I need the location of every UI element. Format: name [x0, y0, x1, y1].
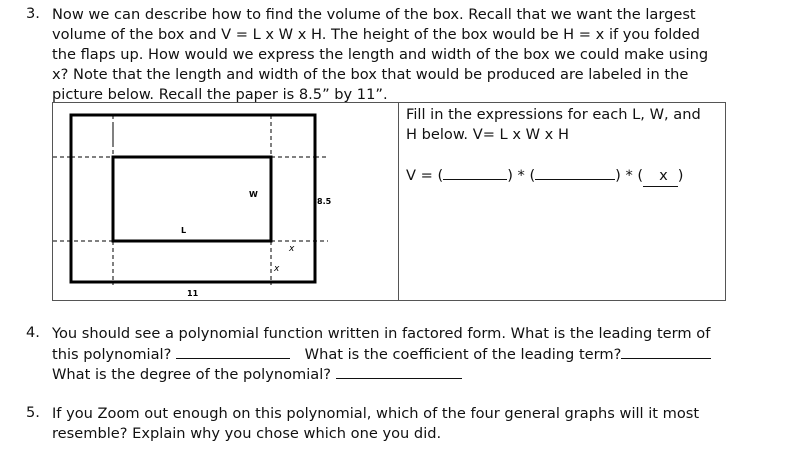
question-4-line-1: You should see a polynomial function written in factored form. What is the leading term of: [52, 325, 711, 342]
coefficient-prompt: What is the coefficient of the leading term?: [304, 346, 622, 363]
fill-instructions-line-2: H below. V= L x W x H: [406, 126, 569, 143]
box-base-outline: [113, 157, 271, 241]
leading-term-prompt: this polynomial?: [52, 346, 172, 363]
eq-end: ): [677, 167, 684, 184]
question-4-line-2: [52, 344, 711, 365]
paper-outline: [71, 115, 315, 282]
label-cut-x-2: x: [274, 264, 280, 274]
blank-length[interactable]: [443, 165, 507, 180]
label-cut-x-1: x: [289, 244, 295, 254]
question-3-number: 3.: [26, 5, 40, 22]
question-4-number: 4.: [26, 324, 40, 341]
question-3-line-3: the flaps up. How would we express the length and width of the box we could make using: [52, 46, 709, 63]
blank-width[interactable]: [535, 165, 615, 180]
question-3-line-4: x? Note that the length and width of the box that would be produced are labeled in the: [52, 66, 689, 83]
label-paper-length: 11: [187, 289, 199, 298]
eq-mid-1: ) * (: [507, 167, 536, 184]
box-diagram: [53, 103, 398, 300]
figure-table: [52, 102, 726, 301]
eq-mid-2: ) * (: [615, 167, 644, 184]
question-3-line-5: picture below. Recall the paper is 8.5” by 11”.: [52, 86, 388, 103]
label-length: L: [181, 226, 187, 235]
question-3-line-2: volume of the box and V = L x W x H. The height of the box would be H = x if you folded: [52, 26, 700, 43]
degree-prompt: What is the degree of the polynomial?: [52, 366, 332, 383]
leading-term-blank[interactable]: [176, 344, 290, 359]
box-diagram-cell: [53, 103, 399, 300]
fill-instructions-line-1: Fill in the expressions for each L, W, and: [406, 106, 701, 123]
question-5-line-1: If you Zoom out enough on this polynomial, which of the four general graphs will it most: [52, 405, 700, 422]
volume-expression-cell: [406, 105, 726, 187]
degree-blank[interactable]: [336, 364, 462, 379]
question-5-number: 5.: [26, 404, 40, 421]
eq-prefix: V = (: [406, 167, 444, 184]
question-3-line-1: Now we can describe how to find the volume of the box. Recall that we want the largest: [52, 6, 696, 23]
question-5-line-2: resemble? Explain why you chose which one you did.: [52, 425, 442, 442]
label-paper-width: 8.5: [317, 197, 332, 206]
blank-height: x: [643, 166, 678, 187]
volume-equation: [406, 165, 726, 187]
label-width: W: [249, 190, 258, 199]
question-4-line-3: [52, 364, 462, 385]
coefficient-blank[interactable]: [621, 344, 711, 359]
